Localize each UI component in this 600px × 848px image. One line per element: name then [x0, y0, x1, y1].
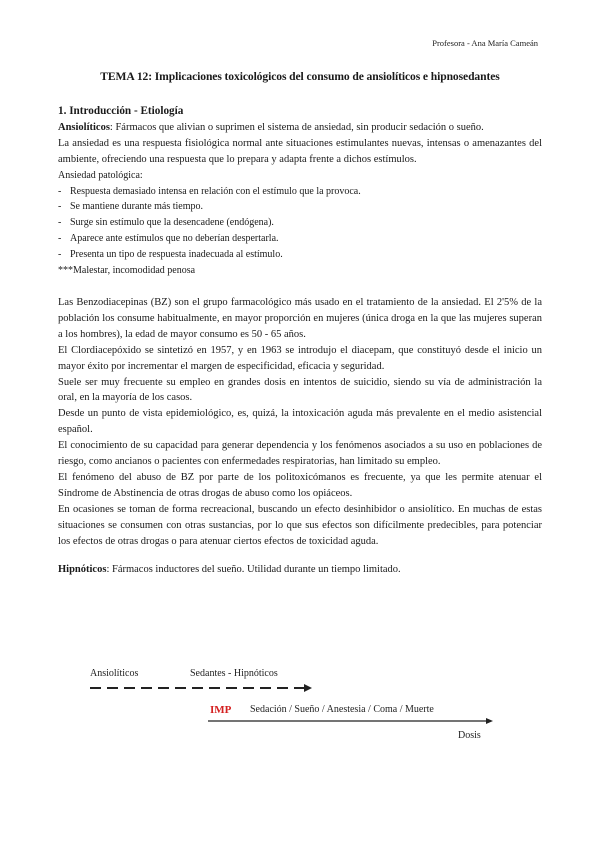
document-body — [58, 104, 542, 578]
list-item: - Surge sin estímulo que la desencadene (endógena). — [58, 215, 542, 231]
ansioliticos-term: Ansiolíticos — [58, 121, 110, 133]
ansiedad-patologica-label: Ansiedad patológica: — [58, 169, 143, 181]
list-item: - Se mantiene durante más tiempo. — [58, 199, 542, 215]
malestar-note: ***Malestar, incomodidad penosa — [58, 265, 196, 277]
dashed-arrow-head — [304, 684, 312, 692]
epidemiologia-paragraph: Desde un punto de vista epidemiológico, es, quizá, la intoxicación aguda más prevalente en el medio asistencial español. — [58, 408, 542, 436]
hipnoticos-definition — [58, 562, 542, 578]
imp-label: IMP — [210, 704, 232, 716]
dose-axis-arrow-head — [486, 718, 493, 724]
dose-effect-diagram — [0, 664, 600, 754]
document-title: TEMA 12: Implicaciones toxicológicos del consumo de ansiolíticos e hipnosedantes — [100, 70, 500, 83]
list-item: - Respuesta demasiado intensa en relación con el estímulo que la provoca. — [58, 184, 542, 200]
dosis-axis-label: Dosis — [458, 730, 481, 741]
effects-label: Sedación / Sueño / Anestesia / Coma / Muerte — [250, 704, 434, 715]
author-header: Profesora - Ana María Cameán — [432, 38, 538, 48]
section-heading: 1. Introducción - Etiología — [58, 105, 184, 117]
ansioliticos-definition — [58, 120, 542, 136]
ansiedad-paragraph: La ansiedad es una respuesta fisiológica normal ante situaciones estimulantes nuevas, intensas o amenazantes del ambiente, ofreciendo una respuesta que lo prepara y adapta frente a dichos estímulos. — [58, 137, 542, 165]
recreacional-paragraph: En ocasiones se toman de forma recreacional, buscando un efecto desinhibidor o ansiolítico. En muchas de estas situaciones se consumen con otras sustancias, por lo que sus efectos son difícilmente predecibles, para potenciar los efectos de otras drogas o para atenuar ciertos efectos de toxicidad aguda. — [58, 503, 542, 547]
hipnoticos-text: : Fármacos inductores del sueño. Utilidad durante un tiempo limitado. — [106, 564, 401, 576]
label-sedantes-hipnoticos: Sedantes - Hipnóticos — [190, 668, 278, 679]
clordiacepoxido-paragraph: El Clordiacepóxido se sintetizó en 1957, y en 1963 se introdujo el diacepam, que constituyó desde el inicio un mayor éxito por incrementar el margen de especificidad, eficacia y seguridad. — [58, 344, 542, 372]
hipnoticos-term: Hipnóticos — [58, 564, 107, 576]
patologica-list — [58, 184, 542, 264]
label-ansioliticos: Ansiolíticos — [90, 668, 139, 679]
suicidio-paragraph: Suele ser muy frecuente su empleo en grandes dosis en intentos de suicidio, siendo su vía de administración la oral, en la mayoría de los casos. — [58, 376, 542, 404]
list-item: - Presenta un tipo de respuesta inadecuada al estímulo. — [58, 247, 542, 263]
list-item: - Aparece ante estímulos que no deberían despertarla. — [58, 231, 542, 247]
ansioliticos-text: : Fármacos que alivian o suprimen el sistema de ansiedad, sin producir sedación o sueño. — [109, 121, 484, 133]
abuso-paragraph: El fenómeno del abuso de BZ por parte de los politoxicómanos es frecuente, ya que les permite atenuar el Síndrome de Abstinencia de otras drogas de abuso como los opiáceos. — [58, 471, 542, 499]
dependencia-paragraph: El conocimiento de su capacidad para generar dependencia y los fenómenos asociados a su uso en poblaciones de riesgo, como ancianos o pacientes con enfermedades respiratorias, han limitado su empleo. — [58, 440, 542, 468]
bz-paragraph: Las Benzodiacepinas (BZ) son el grupo farmacológico más usado en el tratamiento de la ansiedad. El 2'5% de la población los consume habitualmente, en mayor proporción en mujeres (única droga en la que las mujeres superan a los hombres), la edad de mayor consumo es 50 - 65 años. — [58, 296, 542, 340]
